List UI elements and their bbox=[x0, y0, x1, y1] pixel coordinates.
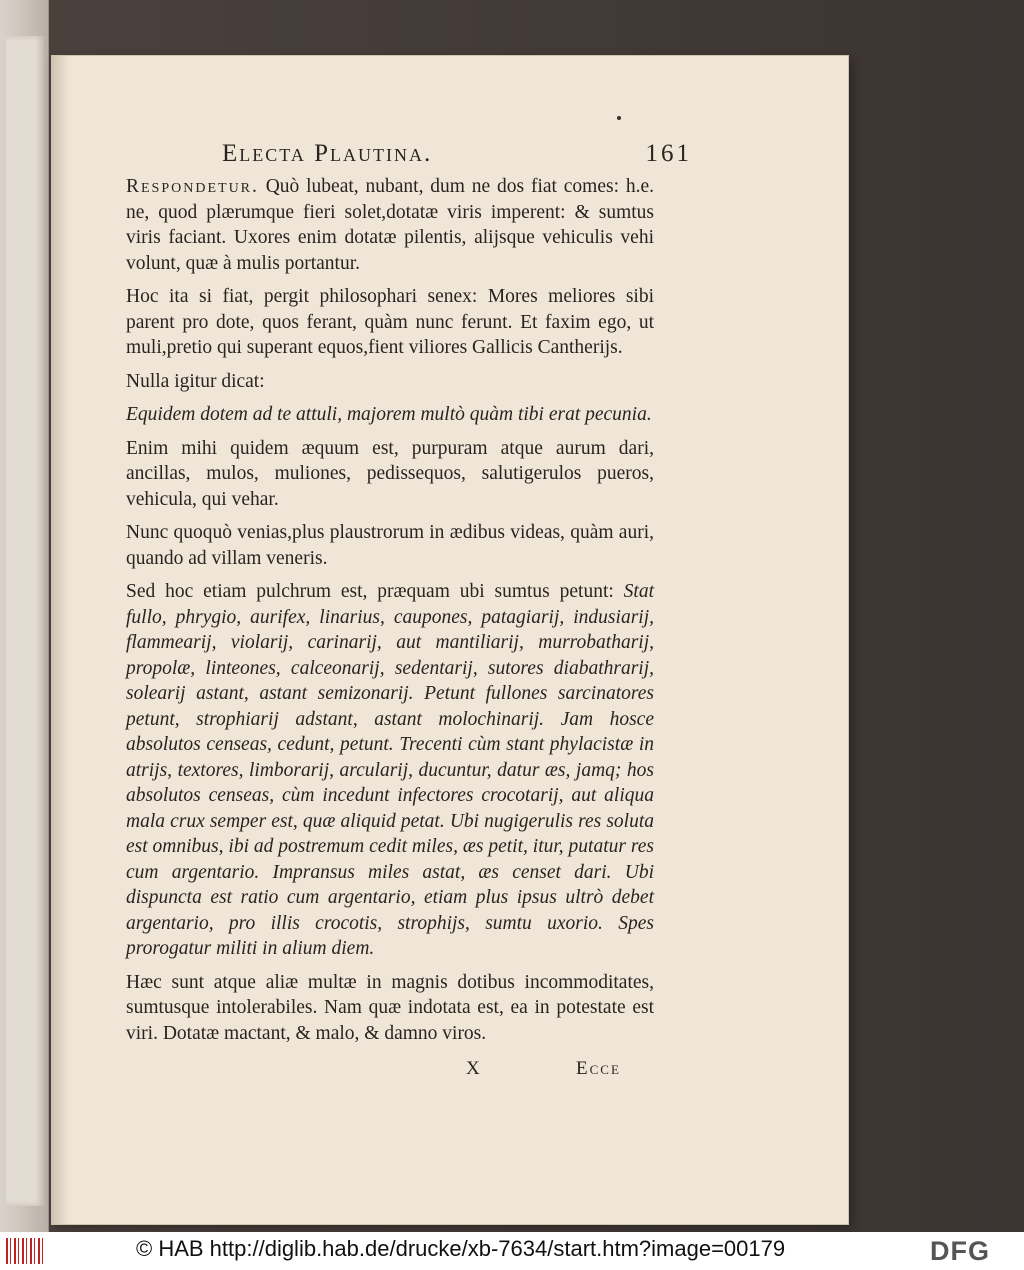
page-number: 161 bbox=[645, 140, 692, 167]
paragraph-2: Hoc ita si fiat, pergit philosophari senex: Mores meliores sibi parent pro dote, quos ferant, quàm nunc ferunt. Et faxim ego, ut muli,pretio qui superant equos,fient viliores Gallicis Cantherijs. bbox=[126, 286, 654, 358]
book-page bbox=[52, 56, 848, 1224]
paragraph-8: Hæc sunt atque aliæ multæ in magnis dotibus incommoditates, sumtusque intolerabiles. Nam quæ indotata est, ea in potestate est viri. Dotatæ mactant, & malo, & damno viros. bbox=[126, 971, 654, 1044]
ink-speck bbox=[617, 116, 621, 120]
previous-page bbox=[6, 36, 44, 1206]
paragraph-1 bbox=[126, 174, 654, 276]
previous-page-edge bbox=[0, 0, 49, 1232]
running-head bbox=[222, 140, 692, 168]
paragraph-7-lead: Sed hoc etiam pulchrum est, præquam ubi sumtus petunt: bbox=[126, 581, 624, 602]
paragraph-1-lead: Respondetur. bbox=[126, 176, 259, 197]
paragraph-7-quote: Stat fullo, phrygio, aurifex, linarius, caupones, patagiarij, indusiarij, flammearij, violarij, carinarij, aut mantiliarij, murrobatharij, propolæ, linteones, calceonarij, sedentarij, sutores diabathrarij, solearij astant, astant semizonarij. Petunt fullones sarcinatores petunt, strophiarij adstant, astant molochinarij. Jam hosce absolutos censeas, cedunt, petunt. Trecenti cùm stant phylacistæ in atrijs, textores, limborarij, arcularij, ducuntur, datur æs, jamq; hos absolutos censeas, cùm incedunt infectores crocotarij, aut aliqua mala crux semper est, quæ aliquid petat. Ubi nugigerulis res soluta est omnibus, ibi ad postremum cedit miles, æs petit, itur, putatur res cum argentario. Impransus miles astat, æs censet dari. Ubi dispuncta est ratio cum argentario, etiam plus ipsus ultrò debet argentario, pro illis crocotis, strophijs, sumtu uxorio. Spes prorogatur militi in alium diem. bbox=[126, 581, 654, 959]
catchword: Ecce bbox=[576, 1058, 621, 1079]
paragraph-1-text: Quò lubeat, nubant, dum ne dos fiat comes: h.e. ne, quod plærumque fieri solet,dotatæ viris imperent: & sumtus viris faciant. Uxores enim dotatæ pilentis, alijsque vehiculis vehi volunt, quæ à mulis portantur. bbox=[126, 176, 654, 274]
hab-logo-icon bbox=[6, 1238, 46, 1264]
running-head-title: Electa Plautina. bbox=[222, 140, 433, 167]
body-text bbox=[126, 174, 654, 1054]
paragraph-3: Nulla igitur dicat: bbox=[126, 370, 265, 392]
paragraph-4-quote: Equidem dotem ad te attuli, majorem multò quàm tibi erat pecunia. bbox=[126, 404, 652, 425]
paragraph-6: Nunc quoquò venias,plus plaustrorum in ædibus videas, quàm auri, quando ad villam veneris. bbox=[126, 522, 654, 569]
copyright-link[interactable]: © HAB http://diglib.hab.de/drucke/xb-7634/start.htm?image=00179 bbox=[136, 1236, 786, 1261]
signature-mark: X bbox=[466, 1058, 482, 1079]
dfg-logo: DFG bbox=[930, 1236, 990, 1266]
paragraph-5: Enim mihi quidem æquum est, purpuram atque aurum dari, ancillas, mulos, muliones, pedissequos, salutigerulos pueros, vehicula, qui vehar. bbox=[126, 437, 654, 510]
gutter-shadow bbox=[52, 56, 70, 1224]
footer-bar bbox=[0, 1232, 1024, 1270]
paragraph-7 bbox=[126, 579, 654, 962]
